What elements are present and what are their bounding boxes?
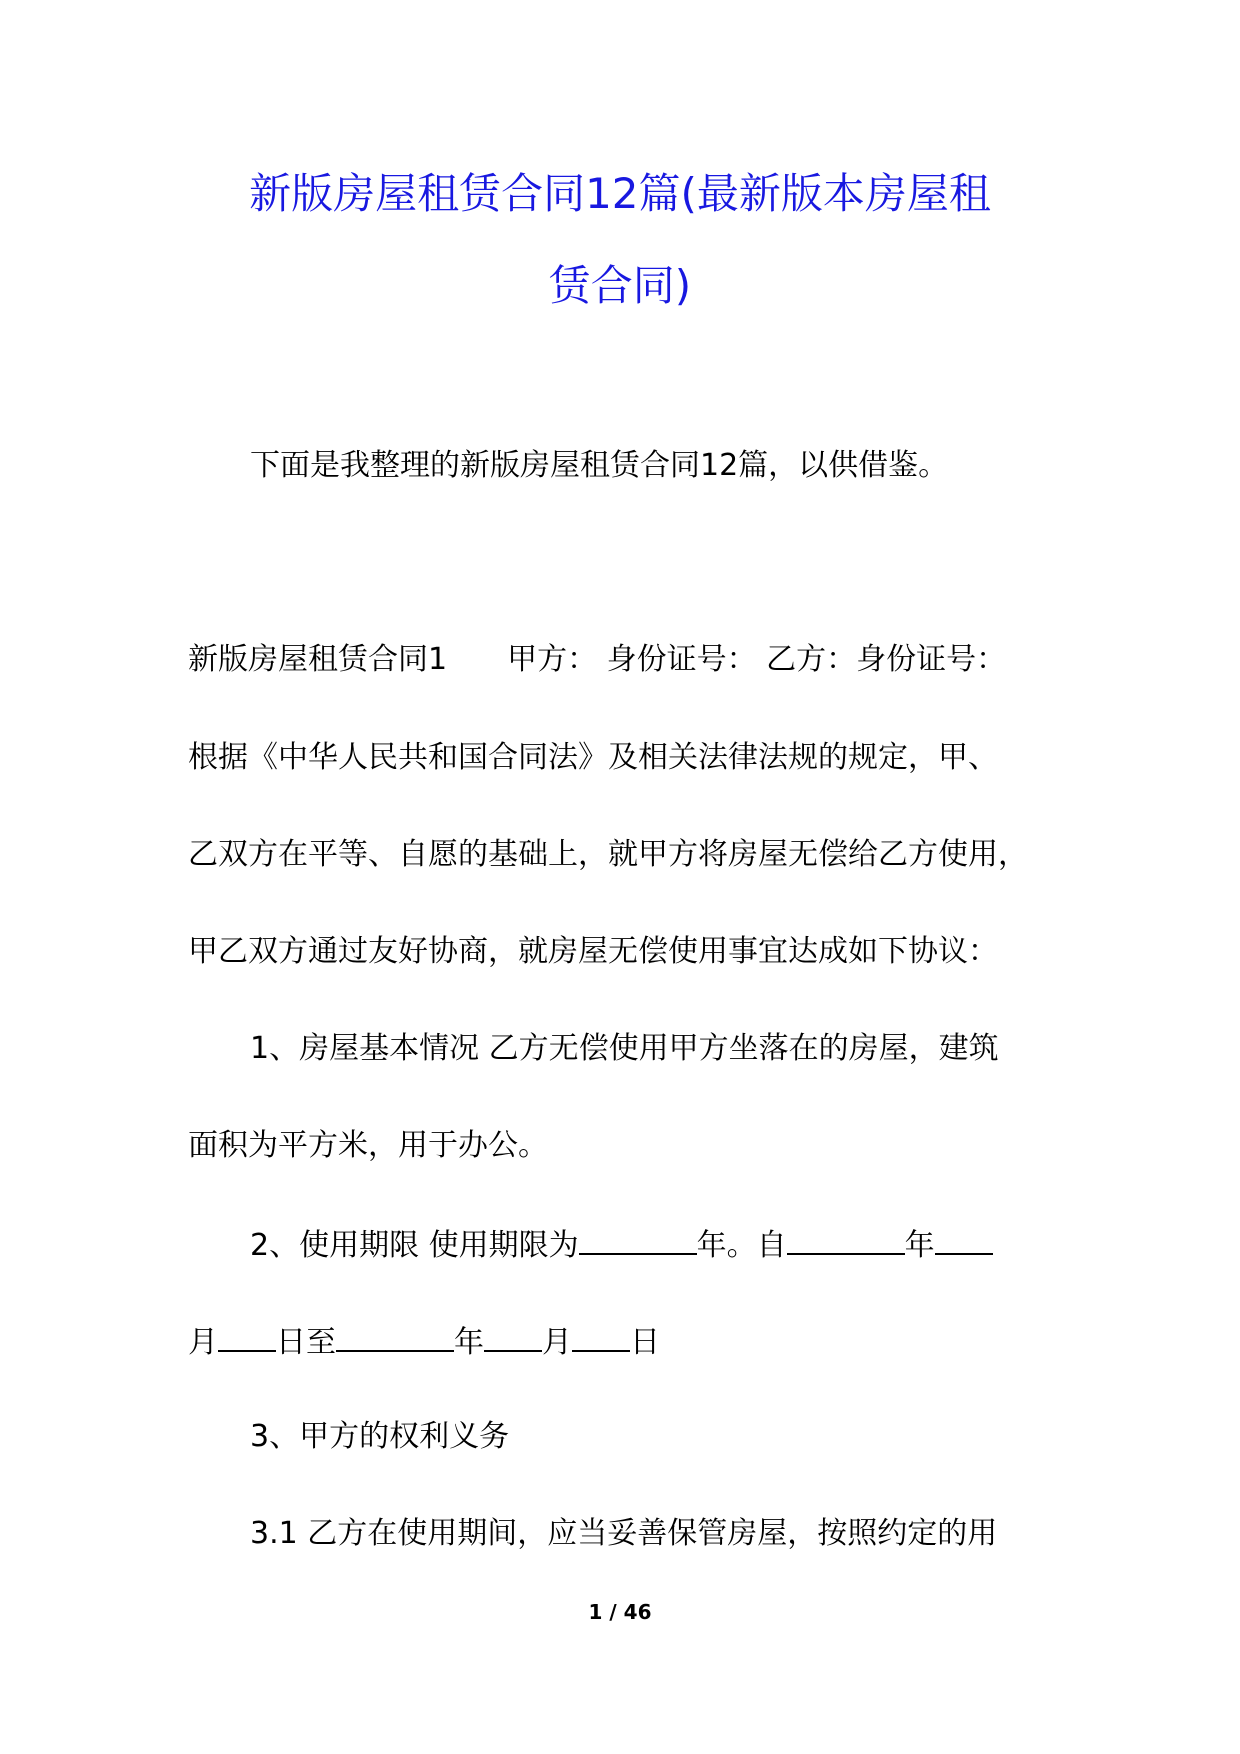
clause-2-line-2 <box>188 1322 660 1361</box>
clause-2-end-day-label: 日 <box>630 1325 660 1360</box>
contract-parties: 甲方： 身份证号： 乙方：身份证号： <box>507 642 1007 677</box>
blank-field-start-year <box>787 1225 905 1255</box>
document-title-line-2: 赁合同) <box>548 261 692 310</box>
clause-1-line-2: 面积为平方米，用于办公。 <box>188 1128 548 1163</box>
blank-field-start-day <box>218 1322 276 1352</box>
clause-3-1-line: 3.1 乙方在使用期间，应当妥善保管房屋，按照约定的用 <box>250 1516 998 1551</box>
clause-2-prefix: 2、使用期限 使用期限为 <box>250 1228 579 1263</box>
contract-heading-line <box>188 642 1006 678</box>
preamble-line-2: 乙双方在平等、自愿的基础上，就甲方将房屋无偿给乙方使用， <box>188 837 1028 872</box>
blank-field-start-month <box>935 1225 993 1255</box>
contract-heading: 新版房屋租赁合同1 <box>188 642 448 677</box>
blank-field-end-day <box>572 1322 630 1352</box>
document-title-line-1: 新版房屋租赁合同12篇(最新版本房屋租 <box>249 169 991 218</box>
intro-paragraph: 下面是我整理的新版房屋租赁合同12篇，以供借鉴。 <box>250 448 949 483</box>
page-number: 1 / 46 <box>588 1600 652 1624</box>
clause-1-line-1: 1、房屋基本情况 乙方无偿使用甲方坐落在的房屋，建筑 <box>250 1031 999 1066</box>
blank-field-end-month <box>484 1322 542 1352</box>
clause-2-end-year-label: 年 <box>454 1325 484 1360</box>
clause-2-day-to-label: 日至 <box>276 1325 336 1360</box>
clause-2-line-1 <box>250 1225 993 1264</box>
clause-2-end-month-label: 月 <box>542 1325 572 1360</box>
preamble-line-1: 根据《中华人民共和国合同法》及相关法律法规的规定，甲、 <box>188 740 998 775</box>
clause-2-year-text: 年。自 <box>696 1228 787 1263</box>
blank-field-term <box>579 1225 697 1255</box>
blank-field-end-year <box>336 1322 454 1352</box>
clause-2-year-label: 年 <box>904 1228 935 1263</box>
clause-2-month-label: 月 <box>188 1325 218 1360</box>
clause-3-heading: 3、甲方的权利义务 <box>250 1419 510 1454</box>
preamble-line-3: 甲乙双方通过友好协商，就房屋无偿使用事宜达成如下协议： <box>188 934 998 969</box>
